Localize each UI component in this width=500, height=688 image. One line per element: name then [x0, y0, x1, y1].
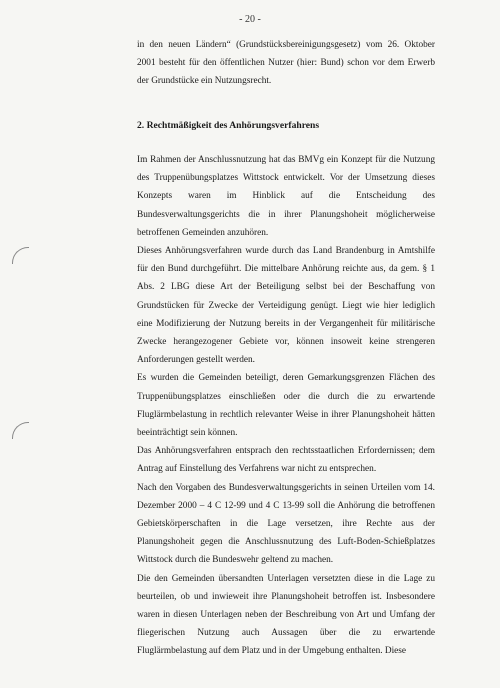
paragraph-gemeinden: Es wurden die Gemeinden beteiligt, deren Gemarkungsgrenzen Flächen des Truppenübungsplatzes einschließen oder die durch die zu erwartende Fluglärmbelastung in rechtlich relevanter Weise in ihrer Planungshoheit hätten beeinträchtigt sein können.: [137, 373, 435, 439]
punch-hole-mark: [12, 247, 29, 264]
paragraph-amtshilfe: Dieses Anhörungsverfahren wurde durch das Land Brandenburg in Amtshilfe für den Bund durchgeführt. Die mittelbare Anhörung reichte aus, da gem. § 1 Abs. 2 LBG diese Art der Beteiligung selbst bei der Beschaffung von Grundstücken für Zwecke der Verteidigung genügt. Liegt wie hier lediglich eine Modifizierung der Nutzung bereits in der Vergangenheit für militärische Zwecke herangezogener Gebiete vor, können insoweit keine strengeren Anforderungen gestellt werden.: [137, 246, 435, 366]
body-text: [137, 151, 435, 661]
paragraph-rechtsstaatlich: Das Anhörungsverfahren entsprach den rechtsstaatlichen Erfordernissen; dem Antrag auf Einstellung des Verfahrens war nicht zu entsprechen.: [137, 446, 435, 475]
paragraph-konzept: Im Rahmen der Anschlussnutzung hat das BMVg ein Konzept für die Nutzung des Truppenübungsplatzes Wittstock entwickelt. Vor der Umsetzung dieses Konzepts waren im Hinblick auf die Entscheidung des Bundesverwaltungsgerichts die in ihrer Planungshoheit möglicherweise betroffenen Gemeinden anzuhören.: [137, 155, 435, 238]
paragraph-vorgaben: Nach den Vorgaben des Bundesverwaltungsgerichts in seinen Urteilen vom 14. Dezember 2000 – 4 C 12-99 und 4 C 13-99 soll die Anhörung die betroffenen Gebietskörperschaften in die Lage versetzen, ihre Rechte aus der Planungshoheit gegen die Anschlussnutzung des Luft-Boden-Schießplatzes Wittstock durch die Bundeswehr geltend zu machen.: [137, 482, 435, 566]
page-number: - 20 -: [239, 14, 261, 25]
intro-paragraph: in den neuen Ländern“ (Grundstücksbereinigungsgesetz) vom 26. Oktober 2001 besteht für den öffentlichen Nutzer (hier: Bund) schon vor dem Erwerb der Grundstücke ein Nutzungsrecht.: [137, 40, 435, 87]
section-heading: 2. Rechtmäßigkeit des Anhörungsverfahrens: [137, 120, 320, 131]
paragraph-unterlagen: Die den Gemeinden übersandten Unterlagen versetzten diese in die Lage zu beurteilen, ob und inwieweit ihre Planungshoheit betroffen ist. Insbesondere waren in diesen Unterlagen neben der Beschreibung von Art und Umfang der fliegerischen Nutzung auch Aussagen über die zu erwartende Fluglärmbelastung auf dem Platz und in der Umgebung enthalten. Diese: [137, 573, 435, 657]
intro-paragraph-block: [137, 36, 435, 91]
punch-hole-mark: [12, 422, 29, 439]
